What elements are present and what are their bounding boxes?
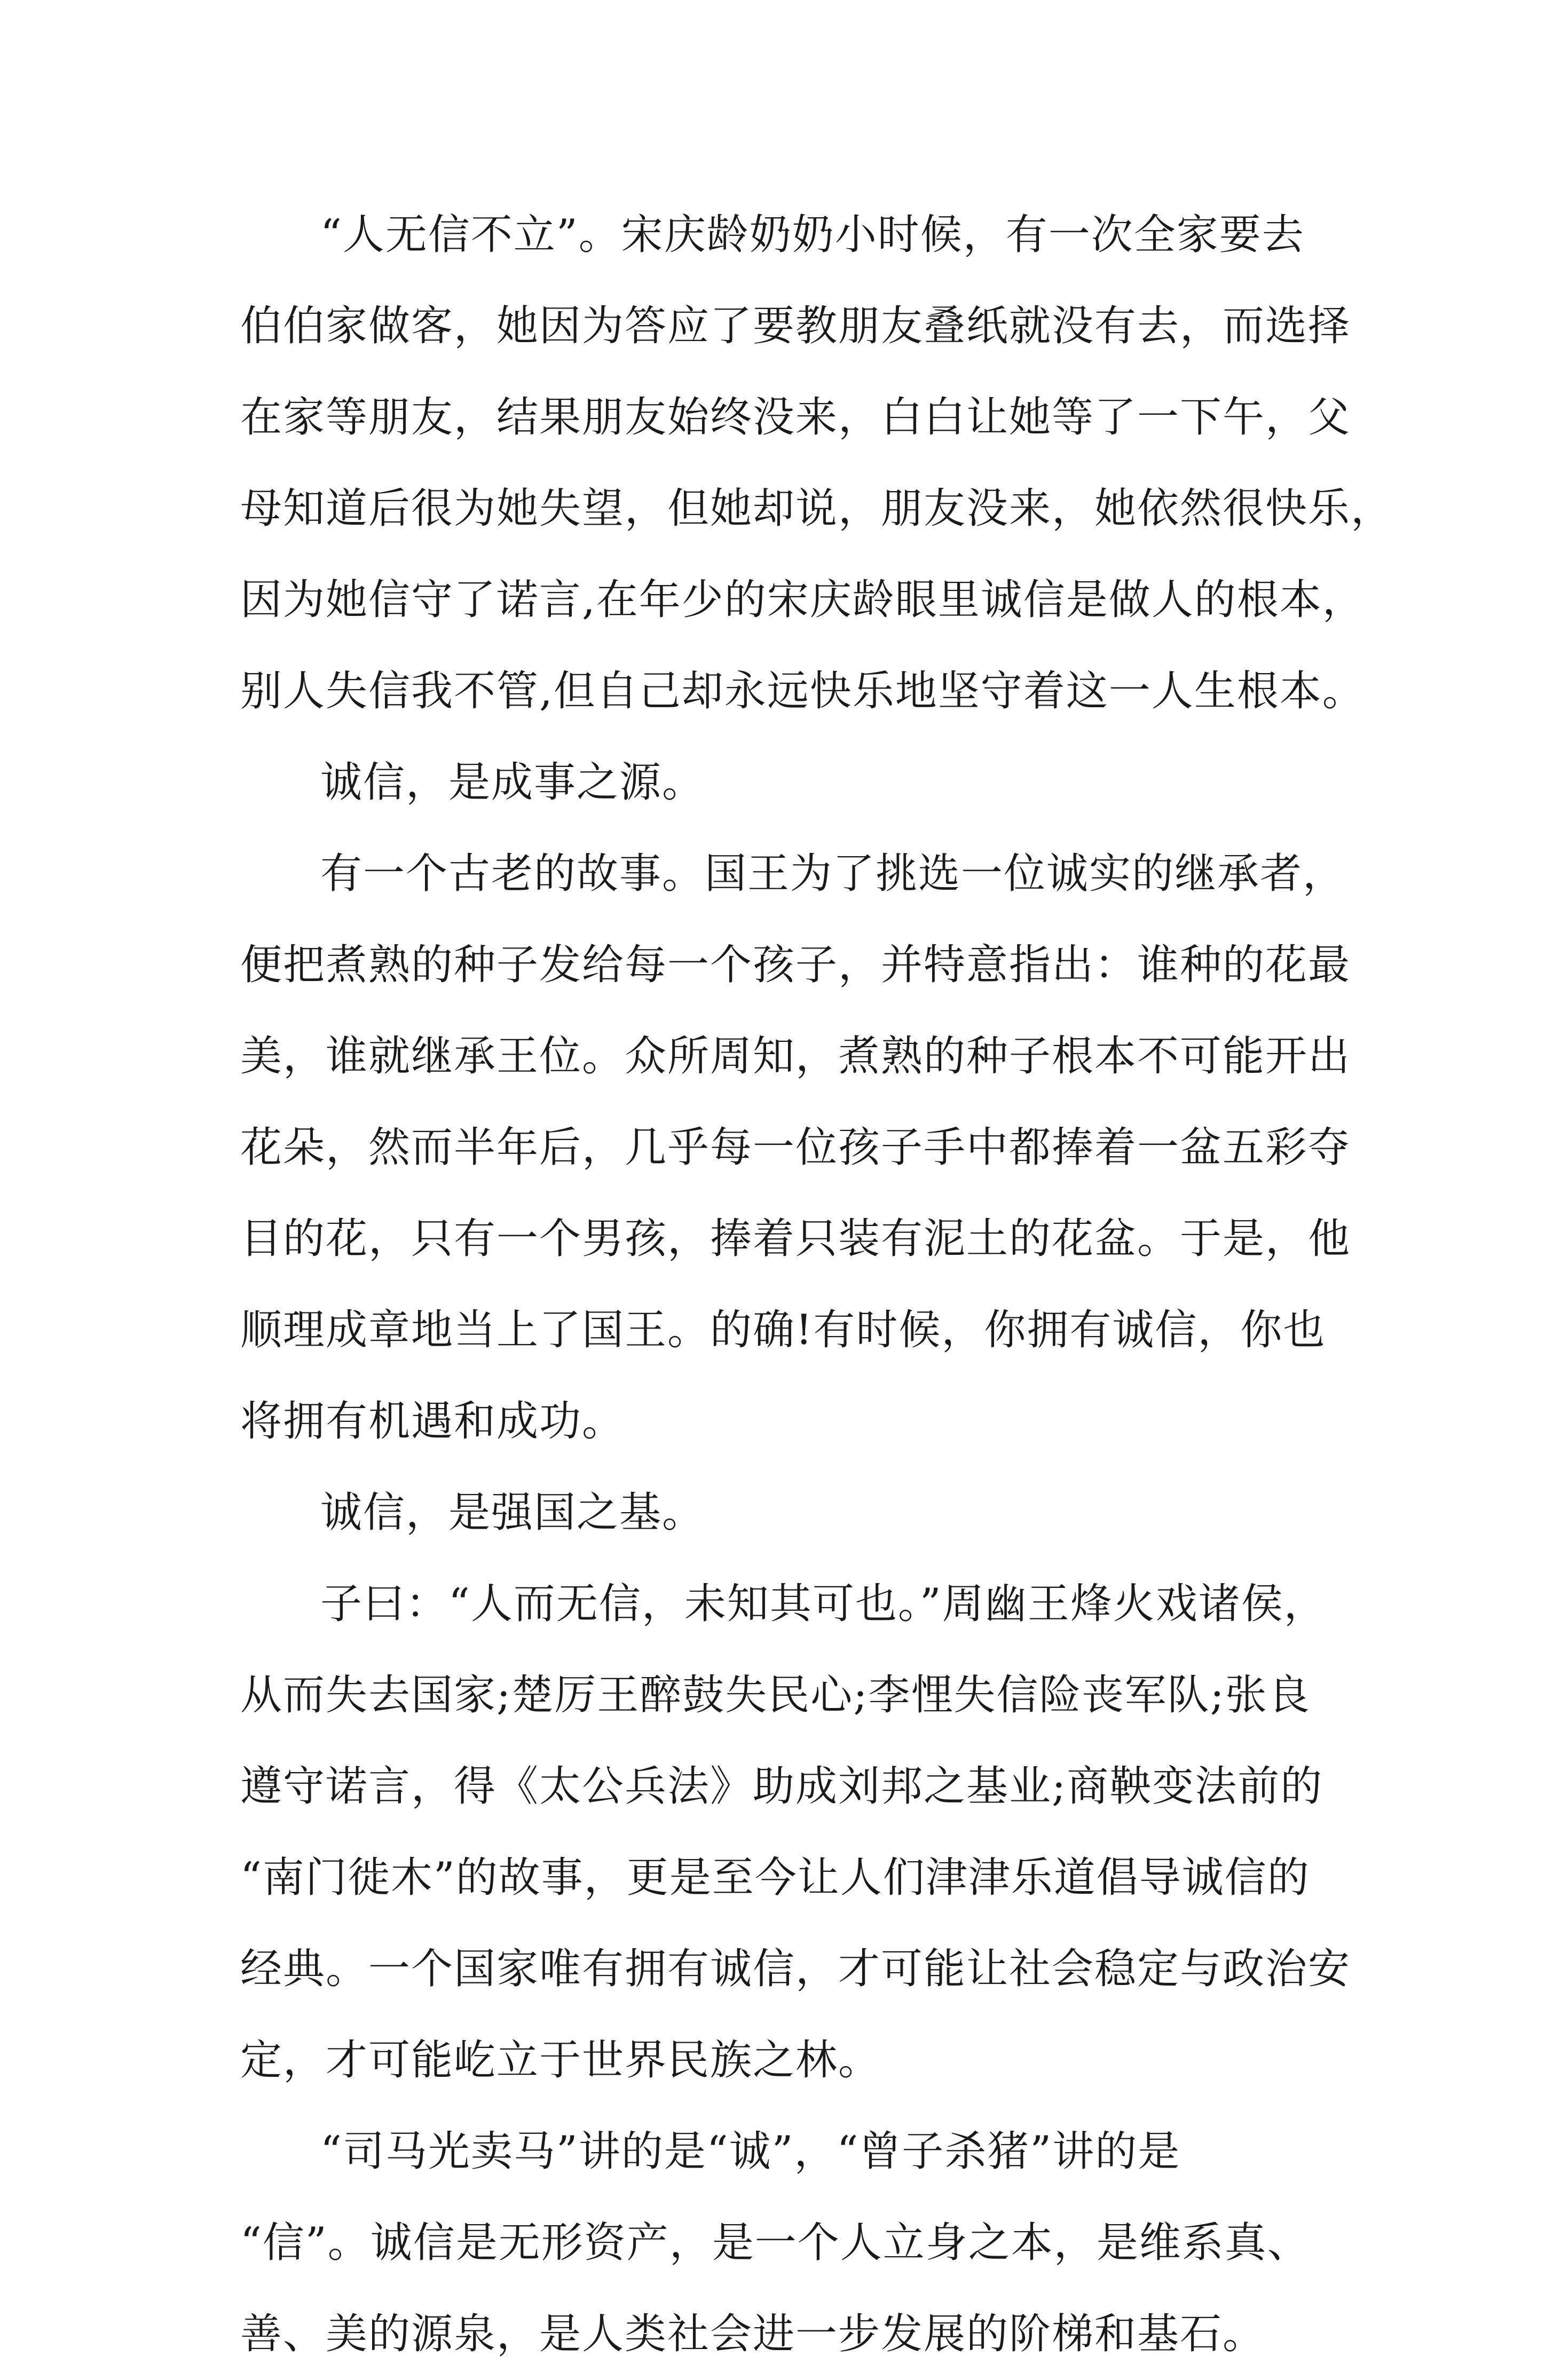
paragraph-line: 目的花，只有一个男孩，捧着只装有泥土的花盆。于是，他	[240, 1215, 1351, 1263]
paragraph-line: 有一个古老的故事。国王为了挑选一位诚实的继承者，	[320, 850, 1346, 898]
section-heading: 诚信，是成事之源。	[320, 758, 705, 806]
paragraph-line: 遵守诺言，得《太公兵法》助成刘邦之基业;商鞅变法前的	[240, 1762, 1323, 1810]
paragraph-line: 从而失去国家;楚厉王醉鼓失民心;李悝失信险丧军队;张良	[240, 1671, 1311, 1719]
paragraph-line: 定，才可能屹立于世界民族之林。	[240, 2036, 881, 2084]
paragraph-line: 因为她信守了诺言,在年少的宋庆龄眼里诚信是做人的根本，	[240, 576, 1365, 624]
paragraph-line: “司马光卖马”讲的是“诚”，“曾子杀猪”讲的是	[320, 2128, 1181, 2176]
paragraph-line: 善、美的源泉，是人类社会进一步发展的阶梯和基石。	[240, 2310, 1266, 2358]
paragraph-line: “人无信不立”。宋庆龄奶奶小时候，有一次全家要去	[320, 211, 1305, 259]
section-heading: 诚信，是强国之基。	[320, 1489, 705, 1537]
paragraph-line: 花朵，然而半年后，几乎每一位孩子手中都捧着一盆五彩夺	[240, 1124, 1351, 1172]
paragraph-line: 别人失信我不管,但自己却永远快乐地坚守着这一人生根本。	[240, 667, 1365, 715]
paragraph-line: 经典。一个国家唯有拥有诚信，才可能让社会稳定与政治安	[240, 1945, 1351, 1993]
paragraph-line: 母知道后很为她失望，但她却说，朋友没来，她依然很快乐，	[240, 485, 1394, 533]
paragraph-line: 伯伯家做客，她因为答应了要教朋友叠纸就没有去，而选择	[240, 302, 1351, 350]
paragraph-line: 子曰：“人而无信，未知其可也。”周幽王烽火戏诸侯，	[320, 1580, 1327, 1628]
paragraph-line: “信”。诚信是无形资产，是一个人立身之本，是维系真、	[240, 2219, 1310, 2267]
paragraph-line: 在家等朋友，结果朋友始终没来，白白让她等了一下午，父	[240, 393, 1351, 441]
paragraph-line: 将拥有机遇和成功。	[240, 1397, 625, 1445]
paragraph-line: 美，谁就继承王位。众所周知，煮熟的种子根本不可能开出	[240, 1032, 1351, 1080]
paragraph-line: “南门徙木”的故事，更是至今让人们津津乐道倡导诚信的	[240, 1854, 1310, 1902]
paragraph-line: 顺理成章地当上了国王。的确!有时候，你拥有诚信，你也	[240, 1306, 1326, 1354]
document-page	[240, 189, 1394, 2380]
paragraph-line: 便把煮熟的种子发给每一个孩子，并特意指出：谁种的花最	[240, 941, 1351, 989]
